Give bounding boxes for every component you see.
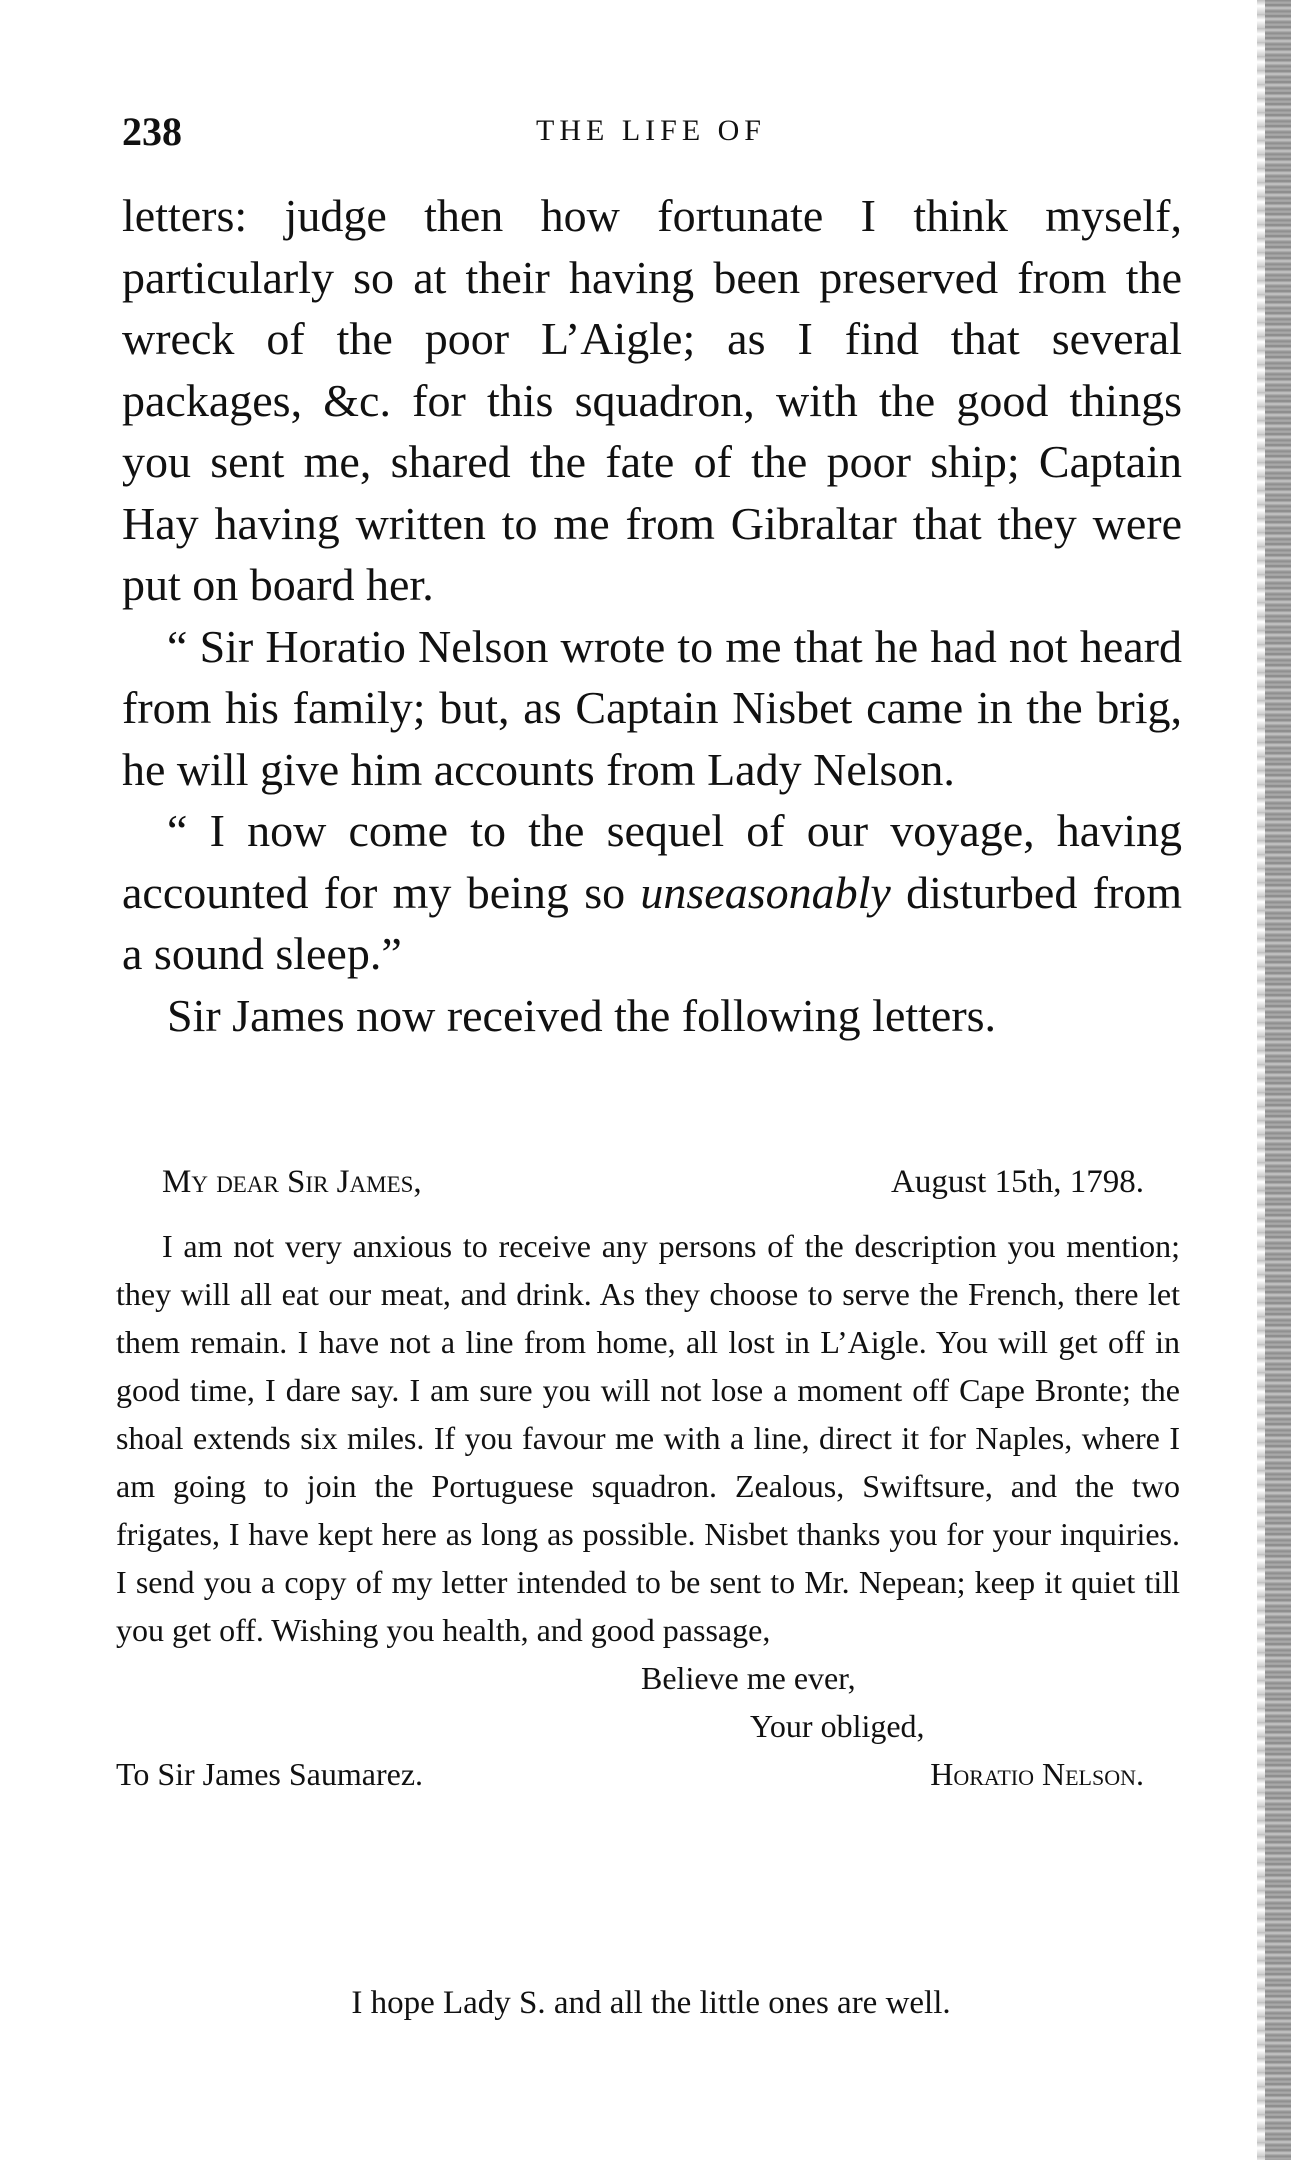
paragraph-2: “ Sir Horatio Nelson wrote to me that he had not heard from his family; but, as Captain Nisbet came in the brig, he will give him accounts from Lady Nelson.	[122, 620, 1182, 795]
postscript: I hope Lady S. and all the little ones are well.	[351, 1985, 951, 2021]
paragraph-3	[122, 800, 1182, 985]
letter-recipient: To Sir James Saumarez.	[116, 1756, 424, 1792]
letter-heading	[116, 1158, 1180, 1210]
letter-date: August 15th, 1798.	[890, 1164, 1144, 1200]
running-title: THE LIFE OF	[536, 114, 766, 147]
scan-shadow	[1257, 0, 1265, 2160]
letter-body-text: I am not very anxious to receive any persons of the description you mention; they will all eat our meat, and drink. As they choose to serve the French, there let them remain. I have not a line from home, all lost in L’Aigle. You will get off in good time, I dare say. I am sure you will not lose a moment off Cape Bronte; the shoal extends six miles. If you favour me with a line, direct it for Naples, where I am going to join the Portuguese squadron. Zealous, Swiftsure, and the two frigates, I have kept here as long as possible. Nisbet thanks you for your inquiries. I send you a copy of my letter intended to be sent to Mr. Nepean; keep it quiet till you get off. Wishing you health, and good passage,	[116, 1228, 1180, 1648]
letter	[116, 1158, 1180, 1802]
paragraph-3-emphasis: unseasonably	[640, 866, 891, 918]
letter-closing-line-1: Believe me ever,	[641, 1660, 856, 1696]
letter-body	[116, 1222, 1180, 1654]
letter-sign-row	[116, 1750, 1180, 1802]
paragraph-4: Sir James now received the following letters.	[167, 989, 997, 1041]
letter-salutation: My dear Sir James,	[162, 1164, 422, 1200]
page-header	[122, 108, 1180, 158]
paragraph-3-end: disturbed from a sound sleep.”	[122, 866, 1183, 979]
page-number: 238	[122, 109, 182, 154]
letter-signature: Horatio Nelson.	[930, 1756, 1144, 1792]
paragraph-3-start: “ I now come to the sequel of our voyage, having accounted for my being so	[122, 805, 1182, 918]
main-text	[122, 185, 1182, 1046]
scan-edge	[1265, 0, 1291, 2160]
paragraph-1: letters: judge then how fortunate I think myself, particularly so at their having been preserved from the wreck of the poor L’Aigle; as I find that several packages, &c. for this squadron, with the good things you sent me, shared the fate of the poor ship; Captain Hay having written to me from Gibraltar that they were put on board her.	[122, 190, 1182, 610]
letter-closing-line-2: Your obliged,	[750, 1708, 925, 1744]
